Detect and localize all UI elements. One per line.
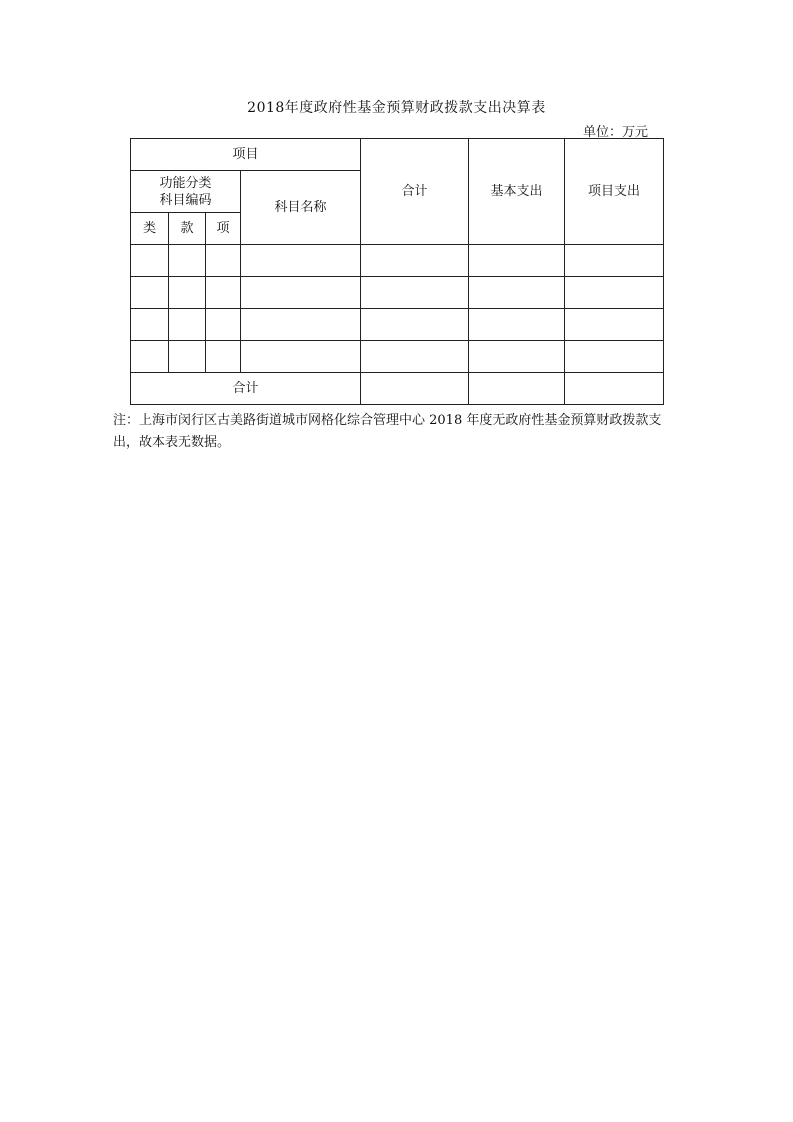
table-cell [565, 309, 664, 341]
total-row [131, 373, 664, 405]
table-row [131, 341, 664, 373]
table-cell [565, 245, 664, 277]
header-project-expense: 项目支出 [565, 139, 664, 245]
header-total: 合计 [361, 139, 469, 245]
table-cell [469, 341, 565, 373]
table-cell [565, 341, 664, 373]
table-cell [131, 309, 169, 341]
table-cell [131, 277, 169, 309]
table-cell [206, 341, 241, 373]
table-cell [469, 277, 565, 309]
table-cell [131, 245, 169, 277]
header-subject-name: 科目名称 [241, 171, 361, 245]
footnote: 注：上海市闵行区古美路街道城市网格化综合管理中心 2018 年度无政府性基金预算财政拨款支出，故本表无数据。 [113, 413, 662, 450]
table-cell [169, 245, 206, 277]
header-function-code-line1: 功能分类 [159, 175, 212, 191]
total-row-label: 合计 [131, 373, 361, 405]
table-cell [206, 309, 241, 341]
unit-label: 单位：万元 [582, 125, 648, 140]
table-cell [361, 245, 469, 277]
header-function-code [131, 171, 241, 213]
table-row [131, 277, 664, 309]
table-cell [361, 277, 469, 309]
budget-table [130, 138, 664, 405]
table-row [131, 245, 664, 277]
table-cell [241, 277, 361, 309]
header-section: 款 [169, 213, 206, 245]
table-cell [206, 245, 241, 277]
header-category: 类 [131, 213, 169, 245]
total-row-project-expense [565, 373, 664, 405]
table-cell [169, 277, 206, 309]
header-row-1 [131, 139, 664, 171]
total-row-basic-expense [469, 373, 565, 405]
table-row [131, 309, 664, 341]
header-project: 项目 [131, 139, 361, 171]
header-function-code-line2: 科目编码 [159, 192, 212, 208]
table-cell [131, 341, 169, 373]
total-row-total [361, 373, 469, 405]
table-cell [565, 277, 664, 309]
table-cell [469, 309, 565, 341]
table-cell [469, 245, 565, 277]
table-cell [241, 309, 361, 341]
document-title: 2018年度政府性基金预算财政拨款支出决算表 [247, 100, 546, 116]
table-cell [169, 341, 206, 373]
table-cell [241, 245, 361, 277]
header-basic-expense: 基本支出 [469, 139, 565, 245]
table-cell [361, 309, 469, 341]
header-item: 项 [206, 213, 241, 245]
table-cell [361, 341, 469, 373]
table-cell [169, 309, 206, 341]
table-cell [241, 341, 361, 373]
table-cell [206, 277, 241, 309]
